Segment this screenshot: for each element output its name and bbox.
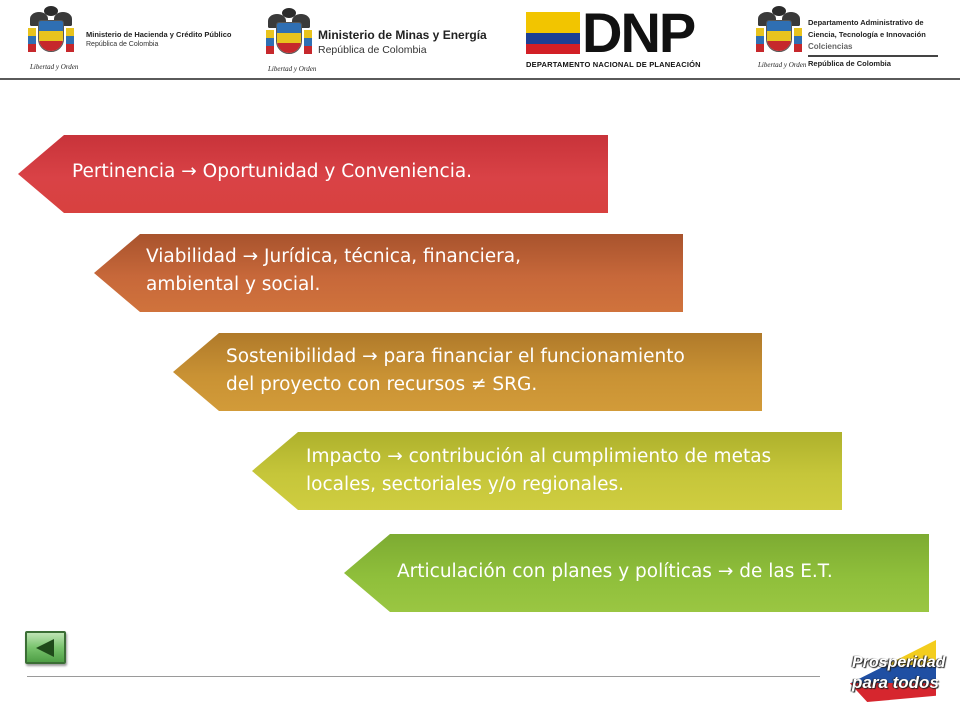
criterion-detail: de las E.T.: [739, 561, 833, 582]
criterion-detail: Jurídica, técnica, financiera,: [264, 246, 521, 267]
logo-prosperidad-para-todos: [846, 640, 946, 710]
criterion-sostenibilidad-text: [226, 343, 685, 399]
arrow-right-icon: →: [181, 161, 197, 182]
arrow-right-icon: →: [717, 561, 734, 582]
dnp-wordmark: DNP: [582, 1, 695, 64]
colombia-crest-icon: [264, 8, 314, 64]
logo-title-line2: Ciencia, Tecnología e Innovación: [808, 30, 926, 39]
criterion-articulacion-text: [397, 558, 833, 586]
logo-ministerio-hacienda: [22, 4, 232, 74]
logo-title-line1: Departamento Administrativo de: [808, 18, 924, 27]
colombia-crest-icon: [26, 6, 76, 62]
logo-colciencias: [750, 4, 950, 74]
header-divider: [0, 78, 960, 80]
logo-header: [0, 0, 960, 80]
criterion-pertinencia-text: [72, 158, 472, 186]
arrow-right-icon: →: [242, 246, 259, 267]
criterion-detail: para financiar el funcionamiento: [383, 346, 685, 367]
colombia-crest-icon: [754, 6, 804, 62]
arrow-right-icon: →: [387, 446, 403, 467]
logo-motto: Libertad y Orden: [268, 65, 317, 73]
logo-subtitle: República de Colombia: [86, 41, 159, 48]
logo-line2: para todos: [852, 673, 939, 692]
logo-subtitle: República de Colombia: [318, 44, 427, 56]
criterion-detail-line2: ambiental y social.: [146, 274, 321, 295]
logo-line1: Prosperidad: [852, 654, 946, 671]
logo-subtitle: República de Colombia: [808, 59, 891, 68]
colombia-flag-icon: [526, 12, 580, 54]
back-button[interactable]: [25, 631, 66, 664]
criterion-viabilidad-text: [146, 243, 521, 299]
criterion-impacto-text: [306, 443, 771, 499]
logo-title: Ministerio de Minas y Energía: [318, 28, 487, 42]
criterion-term: Viabilidad: [146, 246, 237, 267]
criterion-detail: Oportunidad y Conveniencia.: [202, 161, 473, 182]
logo-motto: Libertad y Orden: [758, 61, 807, 69]
criterion-term: Impacto: [306, 446, 382, 467]
criterion-term: Articulación con planes y políticas: [397, 561, 712, 582]
criterion-term: Sostenibilidad: [226, 346, 357, 367]
criterion-detail: contribución al cumplimiento de metas: [408, 446, 772, 467]
logo-divider: [808, 55, 938, 57]
criterion-term: Pertinencia: [72, 161, 176, 182]
logo-brand: Colciencias: [808, 42, 853, 51]
logo-ministerio-minas: [262, 4, 487, 74]
logo-subtitle: DEPARTAMENTO NACIONAL DE PLANEACIÓN: [526, 60, 701, 69]
back-arrow-icon: [36, 639, 54, 657]
criterion-detail-line2: del proyecto con recursos ≠ SRG.: [226, 374, 538, 395]
logo-motto: Libertad y Orden: [30, 63, 79, 71]
arrow-right-icon: →: [362, 346, 378, 367]
criterion-detail-line2: locales, sectoriales y/o regionales.: [306, 474, 625, 495]
footer-divider: [27, 676, 820, 677]
logo-title: Ministerio de Hacienda y Crédito Público: [86, 30, 232, 39]
